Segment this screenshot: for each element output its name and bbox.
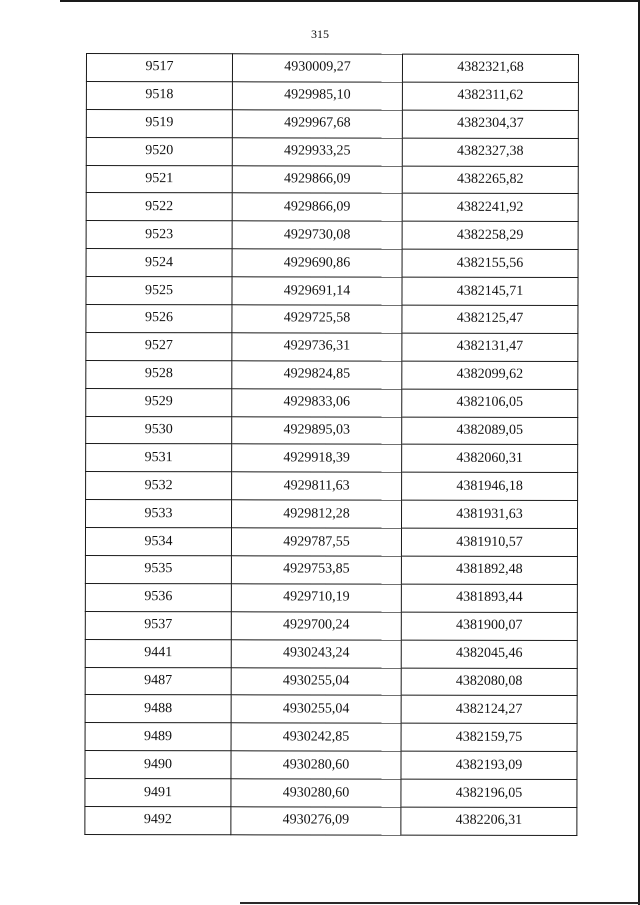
table-row [86, 444, 578, 473]
x-coordinate-cell: 4929933,25 [232, 137, 402, 165]
point-number-cell: 9523 [86, 221, 232, 249]
table-row [85, 751, 577, 780]
y-coordinate-cell: 4381931,63 [402, 500, 578, 528]
table-row [86, 221, 578, 250]
table-row [86, 305, 578, 334]
x-coordinate-cell: 4929824,85 [232, 361, 402, 389]
x-coordinate-cell: 4929725,58 [232, 305, 402, 333]
y-coordinate-cell: 4382241,92 [402, 194, 578, 222]
y-coordinate-cell: 4382321,68 [402, 54, 578, 82]
x-coordinate-cell: 4929730,08 [232, 221, 402, 249]
point-number-cell: 9527 [86, 332, 232, 360]
point-number-cell: 9537 [85, 611, 231, 639]
point-number-cell: 9524 [86, 249, 232, 277]
x-coordinate-cell: 4929736,31 [232, 333, 402, 361]
point-number-cell: 9532 [86, 472, 232, 500]
x-coordinate-cell: 4930255,04 [231, 695, 401, 723]
point-number-cell: 9525 [86, 277, 232, 305]
table-row [85, 807, 577, 836]
table-row [85, 556, 577, 585]
point-number-cell: 9488 [85, 695, 231, 723]
table-row [86, 500, 578, 529]
point-number-cell: 9520 [86, 137, 232, 165]
y-coordinate-cell: 4382155,56 [402, 249, 578, 277]
table-row [86, 54, 578, 83]
point-number-cell: 9533 [86, 500, 232, 528]
y-coordinate-cell: 4382159,75 [401, 724, 577, 752]
point-number-cell: 9521 [86, 165, 232, 193]
y-coordinate-cell: 4382206,31 [401, 807, 577, 835]
y-coordinate-cell: 4382311,62 [402, 82, 578, 110]
coordinates-table-grid [84, 53, 579, 836]
x-coordinate-cell: 4929967,68 [232, 110, 402, 138]
point-number-cell: 9490 [85, 751, 231, 779]
y-coordinate-cell: 4382131,47 [402, 333, 578, 361]
y-coordinate-cell: 4382106,05 [402, 389, 578, 417]
y-coordinate-cell: 4382080,08 [401, 668, 577, 696]
point-number-cell: 9528 [86, 360, 232, 388]
table-row [85, 723, 577, 752]
point-number-cell: 9522 [86, 193, 232, 221]
coordinates-table-body [85, 54, 579, 836]
table-row [85, 528, 577, 557]
scan-edge-bottom [240, 902, 640, 904]
x-coordinate-cell: 4929833,06 [232, 388, 402, 416]
point-number-cell: 9535 [85, 556, 231, 584]
y-coordinate-cell: 4382196,05 [401, 779, 577, 807]
y-coordinate-cell: 4382089,05 [402, 417, 578, 445]
y-coordinate-cell: 4382193,09 [401, 751, 577, 779]
x-coordinate-cell: 4929710,19 [231, 584, 401, 612]
y-coordinate-cell: 4381900,07 [401, 612, 577, 640]
table-row [86, 137, 578, 166]
point-number-cell: 9519 [86, 109, 232, 137]
x-coordinate-cell: 4929985,10 [232, 82, 402, 110]
table-row [85, 779, 577, 808]
point-number-cell: 9529 [86, 388, 232, 416]
table-row [86, 249, 578, 278]
point-number-cell: 9530 [86, 416, 232, 444]
x-coordinate-cell: 4930280,60 [231, 779, 401, 807]
point-number-cell: 9536 [85, 583, 231, 611]
x-coordinate-cell: 4929866,09 [232, 165, 402, 193]
table-row [85, 611, 577, 640]
x-coordinate-cell: 4930242,85 [231, 723, 401, 751]
y-coordinate-cell: 4381893,44 [401, 584, 577, 612]
table-row [86, 81, 578, 110]
point-number-cell: 9492 [85, 807, 231, 835]
x-coordinate-cell: 4929811,63 [232, 472, 402, 500]
x-coordinate-cell: 4929690,86 [232, 249, 402, 277]
scan-edge-top [60, 0, 640, 2]
table-row [86, 193, 578, 222]
x-coordinate-cell: 4930009,27 [232, 54, 402, 82]
y-coordinate-cell: 4382145,71 [402, 277, 578, 305]
point-number-cell: 9517 [86, 54, 232, 82]
x-coordinate-cell: 4930276,09 [231, 807, 401, 835]
table-row [85, 695, 577, 724]
point-number-cell: 9489 [85, 723, 231, 751]
point-number-cell: 9441 [85, 639, 231, 667]
x-coordinate-cell: 4930243,24 [231, 640, 401, 668]
y-coordinate-cell: 4382045,46 [401, 640, 577, 668]
x-coordinate-cell: 4929700,24 [231, 612, 401, 640]
table-row [85, 667, 577, 696]
table-row [86, 360, 578, 389]
x-coordinate-cell: 4929787,55 [231, 528, 401, 556]
point-number-cell: 9534 [85, 528, 231, 556]
y-coordinate-cell: 4382258,29 [402, 222, 578, 250]
y-coordinate-cell: 4381910,57 [401, 528, 577, 556]
table-row [85, 639, 577, 668]
x-coordinate-cell: 4929691,14 [232, 277, 402, 305]
y-coordinate-cell: 4382099,62 [402, 361, 578, 389]
x-coordinate-cell: 4929812,28 [232, 500, 402, 528]
point-number-cell: 9491 [85, 779, 231, 807]
point-number-cell: 9518 [86, 81, 232, 109]
table-row [86, 109, 578, 138]
y-coordinate-cell: 4382124,27 [401, 696, 577, 724]
x-coordinate-cell: 4930280,60 [231, 751, 401, 779]
y-coordinate-cell: 4382304,37 [402, 110, 578, 138]
y-coordinate-cell: 4382060,31 [402, 445, 578, 473]
table-row [86, 332, 578, 361]
point-number-cell: 9487 [85, 667, 231, 695]
point-number-cell: 9531 [86, 444, 232, 472]
table-row [86, 416, 578, 445]
y-coordinate-cell: 4382125,47 [402, 305, 578, 333]
x-coordinate-cell: 4929895,03 [232, 416, 402, 444]
table-row [86, 277, 578, 306]
x-coordinate-cell: 4929918,39 [232, 444, 402, 472]
table-row [85, 583, 577, 612]
table-row [86, 472, 578, 501]
coordinates-table [84, 53, 578, 836]
y-coordinate-cell: 4382327,38 [402, 138, 578, 166]
y-coordinate-cell: 4382265,82 [402, 166, 578, 194]
page-number: 315 [311, 27, 329, 41]
table-row [86, 388, 578, 417]
table-row [86, 165, 578, 194]
point-number-cell: 9526 [86, 305, 232, 333]
y-coordinate-cell: 4381892,48 [401, 556, 577, 584]
x-coordinate-cell: 4929753,85 [231, 556, 401, 584]
y-coordinate-cell: 4381946,18 [402, 473, 578, 501]
x-coordinate-cell: 4930255,04 [231, 667, 401, 695]
x-coordinate-cell: 4929866,09 [232, 193, 402, 221]
